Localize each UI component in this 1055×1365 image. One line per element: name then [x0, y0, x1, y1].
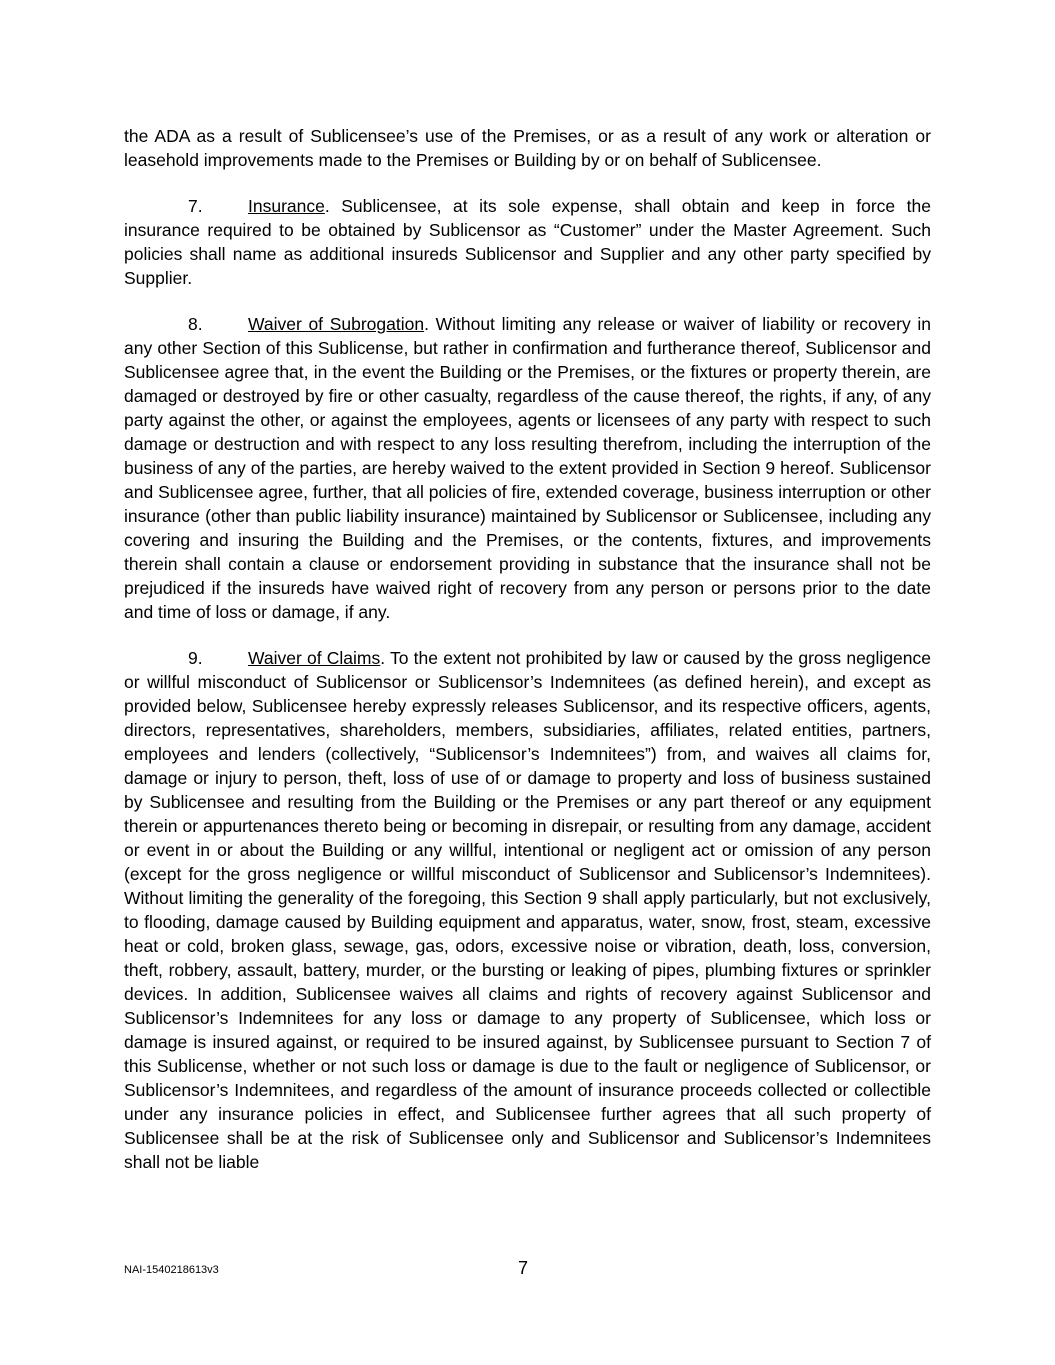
- section-8-paragraph: [124, 312, 931, 624]
- section-8-heading: Waiver of Subrogation: [248, 314, 425, 334]
- section-9-heading: Waiver of Claims: [248, 648, 381, 668]
- section-7-heading: Insurance: [248, 196, 325, 216]
- footer-document-id: NAI-1540218613v3: [124, 1264, 219, 1276]
- section-7-paragraph: [124, 194, 931, 290]
- section-8-number: 8.: [188, 314, 203, 334]
- section-9-body: . To the extent not prohibited by law or caused by the gross negligence or willful misconduct of Sublicensor or Sublicensor’s Indemnitees (as defined herein), and except as provided below, Sublicensee hereby expressly releases Sublicensor, and its respective officers, agents, directors, representatives, shareholders, members, subsidiaries, affiliates, related entities, partners, employees and lenders (collectively, “Sublicensor’s Indemnitees”) from, and waives all claims for, damage or injury to person, theft, loss of use of or damage to property and loss of business sustained by Sublicensee and resulting from the Building or the Premises or any part thereof or any equipment therein or appurtenances thereto being or becoming in disrepair, or resulting from any damage, accident or event in or about the Building or any willful, intentional or negligent act or omission of any person (except for the gross negligence or willful misconduct of Sublicensor and Sublicensor’s Indemnitees). Without limiting the generality of the foregoing, this Section 9 shall apply particularly, but not exclusively, to flooding, damage caused by Building equipment and apparatus, water, snow, frost, steam, excessive heat or cold, broken glass, sewage, gas, odors, excessive noise or vibration, death, loss, conversion, theft, robbery, assault, battery, murder, or the bursting or leaking of pipes, plumbing fixtures or sprinkler devices. In addition, Sublicensee waives all claims and rights of recovery against Sublicensor and Sublicensor’s Indemnitees for any loss or damage to any property of Sublicensee, which loss or damage is insured against, or required to be insured against, by Sublicensee pursuant to Section 7 of this Sublicense, whether or not such loss or damage is due to the fault or negligence of Sublicensor, or Sublicensor’s Indemnitees, and regardless of the amount of insurance proceeds collected or collectible under any insurance policies in effect, and Sublicensee further agrees that all such property of Sublicensee shall be at the risk of Sublicensee only and Sublicensor and Sublicensor’s Indemnitees shall not be liable: [124, 648, 931, 1172]
- section-8-body: . Without limiting any release or waiver of liability or recovery in any other Section of this Sublicense, but rather in confirmation and furtherance thereof, Sublicensor and Sublicensee agree that, in the event the Building or the Premises, or the fixtures or property therein, are damaged or destroyed by fire or other casualty, regardless of the cause thereof, the rights, if any, of any party against the other, or against the employees, agents or licensees of any party with respect to such damage or destruction and with respect to any loss resulting therefrom, including the interruption of the business of any of the parties, are hereby waived to the extent provided in Section 9 hereof. Sublicensor and Sublicensee agree, further, that all policies of fire, extended coverage, business interruption or other insurance (other than public liability insurance) maintained by Sublicensor or Sublicensee, including any covering and insuring the Building and the Premises, or the contents, fixtures, and improvements therein shall contain a clause or endorsement providing in substance that the insurance shall not be prejudiced if the insureds have waived right of recovery from any person or persons prior to the date and time of loss or damage, if any.: [124, 314, 932, 622]
- document-page: [124, 124, 931, 1196]
- section-7-number: 7.: [188, 196, 203, 216]
- section-7-body: . Sublicensee, at its sole expense, shall obtain and keep in force the insurance required to be obtained by Sublicensor as “Customer” under the Master Agreement. Such policies shall name as additional insureds Sublicensor and Supplier and any other party specified by Supplier.: [124, 196, 931, 288]
- section-9-number: 9.: [188, 648, 203, 668]
- continuation-paragraph: the ADA as a result of Sublicensee’s use of the Premises, or as a result of any work or alteration or leasehold improvements made to the Premises or Building by or on behalf of Sublicensee.: [124, 126, 931, 170]
- footer-page-number: 7: [518, 1258, 529, 1278]
- section-9-paragraph: [124, 646, 931, 1174]
